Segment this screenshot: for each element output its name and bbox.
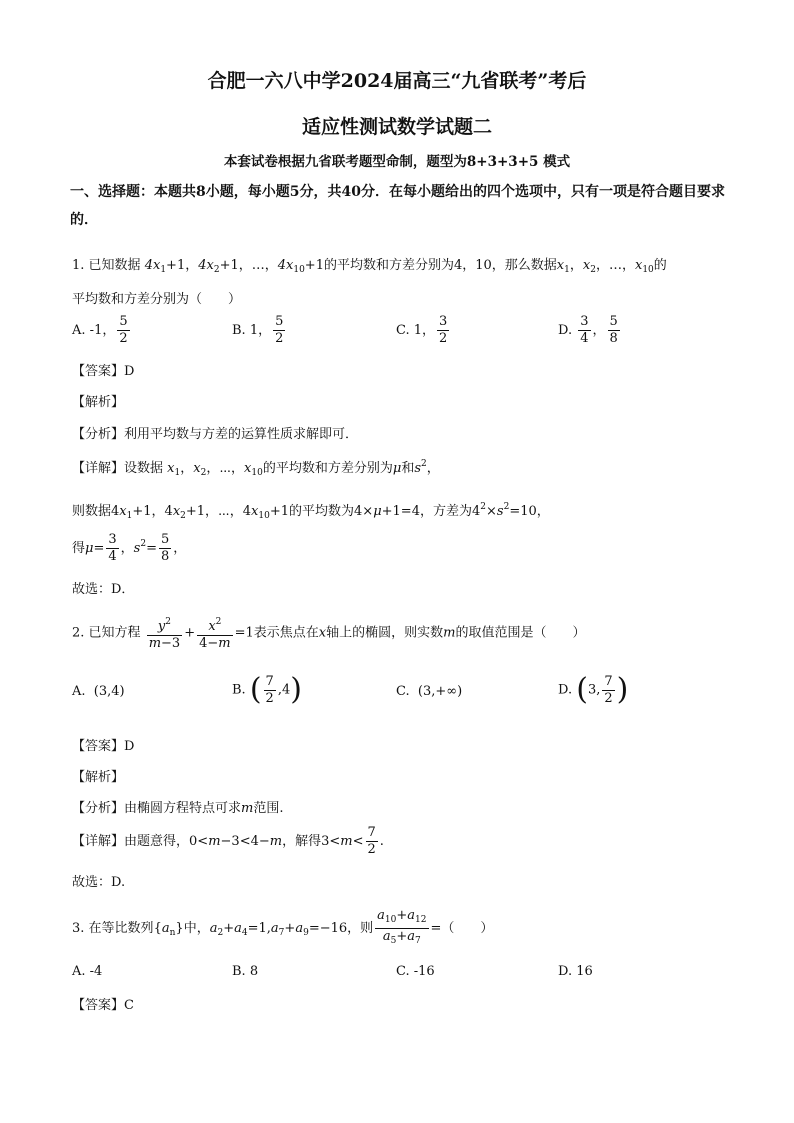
q3-option-c: C. -16 [396,964,435,979]
section-heading: 一、选择题：本题共8小题，每小题5分，共40分．在每小题给出的四个选项中，只有一项是符合题目要求的． [70,184,725,228]
q3-stem: 3. 在等比数列$\{a_n\}$中，$a_2+a_4=1,a_7+a_9=-16$，则 $\frac{a_{10}+a_{12}}{a_5+a_7}$ =（ ） [72,908,494,946]
q2-option-c: C. (3,+∞) [396,684,463,699]
q2-stem: 2. 已知方程 $\frac{y^2}{m-3}$ + $\frac{x^2}{4-m}$ =1表示焦点在x轴上的椭圆，则实数m的取值范围是（ ） [72,614,586,652]
q1-stem-line2: 平均数和方差分别为（ ） [72,292,242,307]
exam-note: 本套试卷根据九省联考题型命制，题型为8+3+3+5 模式 [223,154,571,170]
q2-analysis-tag: 【解析】 [72,770,125,785]
q1-option-d: D. $\frac{3}{4}$ ， $\frac{5}{8}$ [558,314,618,346]
q1-detail-2: 则数据$4x_1+1$，$4x_2+1$，⋯，$4x_{10}+1$的平均数为4×μ+1=4，方差为$4^2\times s^2=10$， [72,502,550,521]
q1-number: 1. [72,258,85,273]
q2-option-d: D. (3, $\frac{7}{2}$ ) [558,672,629,707]
q3-option-a: A. -4 [72,964,103,979]
q1-text-2: 的平均数和方差分别为4，10，那么数据 [323,258,557,273]
q1-answer: 【答案】D [72,364,135,379]
page-title: 合肥一六八中学2024届高三“九省联考”考后 [207,70,587,92]
page-subtitle: 适应性测试数学试题二 [301,116,492,138]
q1-detail-1: 【详解】设数据 $x_1$，$x_2$，⋯，$x_{10}$的平均数和方差分别为μ和$s^2$， [72,459,440,478]
q1-analysis-tag: 【解析】 [72,395,125,410]
q1-option-a: A. -1， $\frac{5}{2}$ [72,314,128,346]
q1-detail-3: 得μ= $\frac{3}{4}$ ，$s^2=$ $\frac{5}{8}$ ， [72,532,187,564]
q3-option-d: D. 16 [558,964,593,979]
q1-option-c: C. 1， $\frac{3}{2}$ [396,314,448,346]
q1-choose: 故选：D． [72,582,135,597]
q2-option-b: B. ( $\frac{7}{2}$ ,4) [232,672,302,707]
q1-option-b: B. 1， $\frac{5}{2}$ [232,314,284,346]
q3-answer: 【答案】C [72,998,134,1013]
q2-fenxi: 【分析】由椭圆方程特点可求m范围. [72,801,284,816]
q1-fenxi: 【分析】利用平均数与方差的运算性质求解即可． [72,427,359,442]
q1-text-1: 已知数据 [88,258,141,273]
q2-answer: 【答案】D [72,739,135,754]
q1-stem-line1: 1. 已知数据 $4x_1+1$，$4x_2+1$，…，$4x_{10}+1$的平均数和方差分别为4，10，那么数据$x_1$，$x_2$，…，$x_{10}$的 [72,258,667,275]
q2-choose: 故选：D. [72,875,126,890]
q2-detail: 【详解】由题意得，0<m−3<4−m，解得3<m< $\frac{7}{2}$ . [72,825,384,857]
q2-option-a: A. (3,4) [72,684,125,699]
q3-option-b: B. 8 [232,964,259,979]
q1-text-3: 的 [653,258,667,273]
